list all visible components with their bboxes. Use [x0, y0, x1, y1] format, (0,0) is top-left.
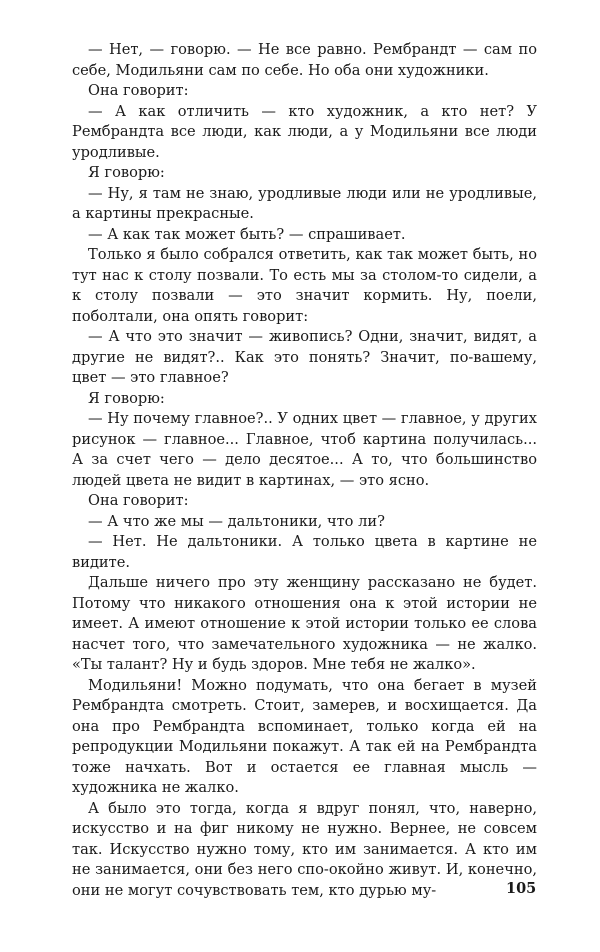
paragraph: — А как отличить — кто художник, а кто нет? У Рембрандта все люди, как люди, а у Модильяни все люди уродливые.	[72, 102, 537, 161]
paragraph: — А что это значит — живопись? Одни, значит, видят, а другие не видят?.. Как это понять? Значит, по-вашему, цвет — это главное?	[72, 328, 537, 386]
paragraph: — Ну, я там не знаю, уродливые люди или не уродливые, а картины прекрасные.	[72, 184, 537, 222]
paragraph: Дальше ничего про эту женщину рассказано не будет. Потому что никакого отношения она к этой истории не имеет. А имеют отношение к этой истории только ее слова насчет того, что замечательного художника — не жалко. «Ты талант? Ну и будь здоров. Мне тебя не жалко».	[72, 574, 537, 673]
paragraph: Модильяни! Можно подумать, что она бегает в музей Рембрандта смотреть. Стоит, замерев, и восхищается. Да она про Рембрандта вспоминает, только когда ей на репродукции Модильяни покажут. А так ей на Рембрандта тоже начхать. Вот и остается ее главная мысль — художника не жалко.	[72, 676, 537, 796]
paragraph: — Нет, — говорю. — Не все равно. Рембрандт — сам по себе, Модильяни сам по себе. Но оба они художники.	[72, 41, 537, 79]
body-text	[72, 40, 537, 901]
paragraph: — А что же мы — дальтоники, что ли?	[88, 512, 385, 530]
paragraph: — Ну почему главное?.. У одних цвет — главное, у других рисунок — главное... Главное, чтоб картина получилась... А за счет чего — дело десятое... А то, что большинство людей цвета не видит в картинах, — это ясно.	[72, 410, 537, 489]
paragraph: Она говорит:	[88, 82, 189, 99]
paragraph: — Нет. Не дальтоники. А только цвета в картине не видите.	[72, 533, 537, 571]
paragraph: Только я было собрался ответить, как так может быть, но тут нас к столу позвали. То есть мы за столом-то сидели, а к столу позвали — это значит кормить. Ну, поели, поболтали, она опять говорит:	[72, 246, 537, 325]
paragraph: Она говорит:	[88, 492, 189, 509]
page-number: 105	[506, 880, 537, 897]
paragraph: А было это тогда, когда я вдруг понял, что, наверно, искусство и на фиг никому не нужно. Вернее, не совсем так. Искусство нужно тому, кто им занимается. А кто им не занимается, они без него спо-окойно живут. И, конечно, они не могут сочувствовать тем, кто дурью му-	[72, 799, 537, 899]
paragraph: Я говорю:	[88, 389, 165, 407]
paragraph: Я говорю:	[88, 164, 165, 181]
paragraph: — А как так может быть? — спрашивает.	[88, 225, 406, 243]
